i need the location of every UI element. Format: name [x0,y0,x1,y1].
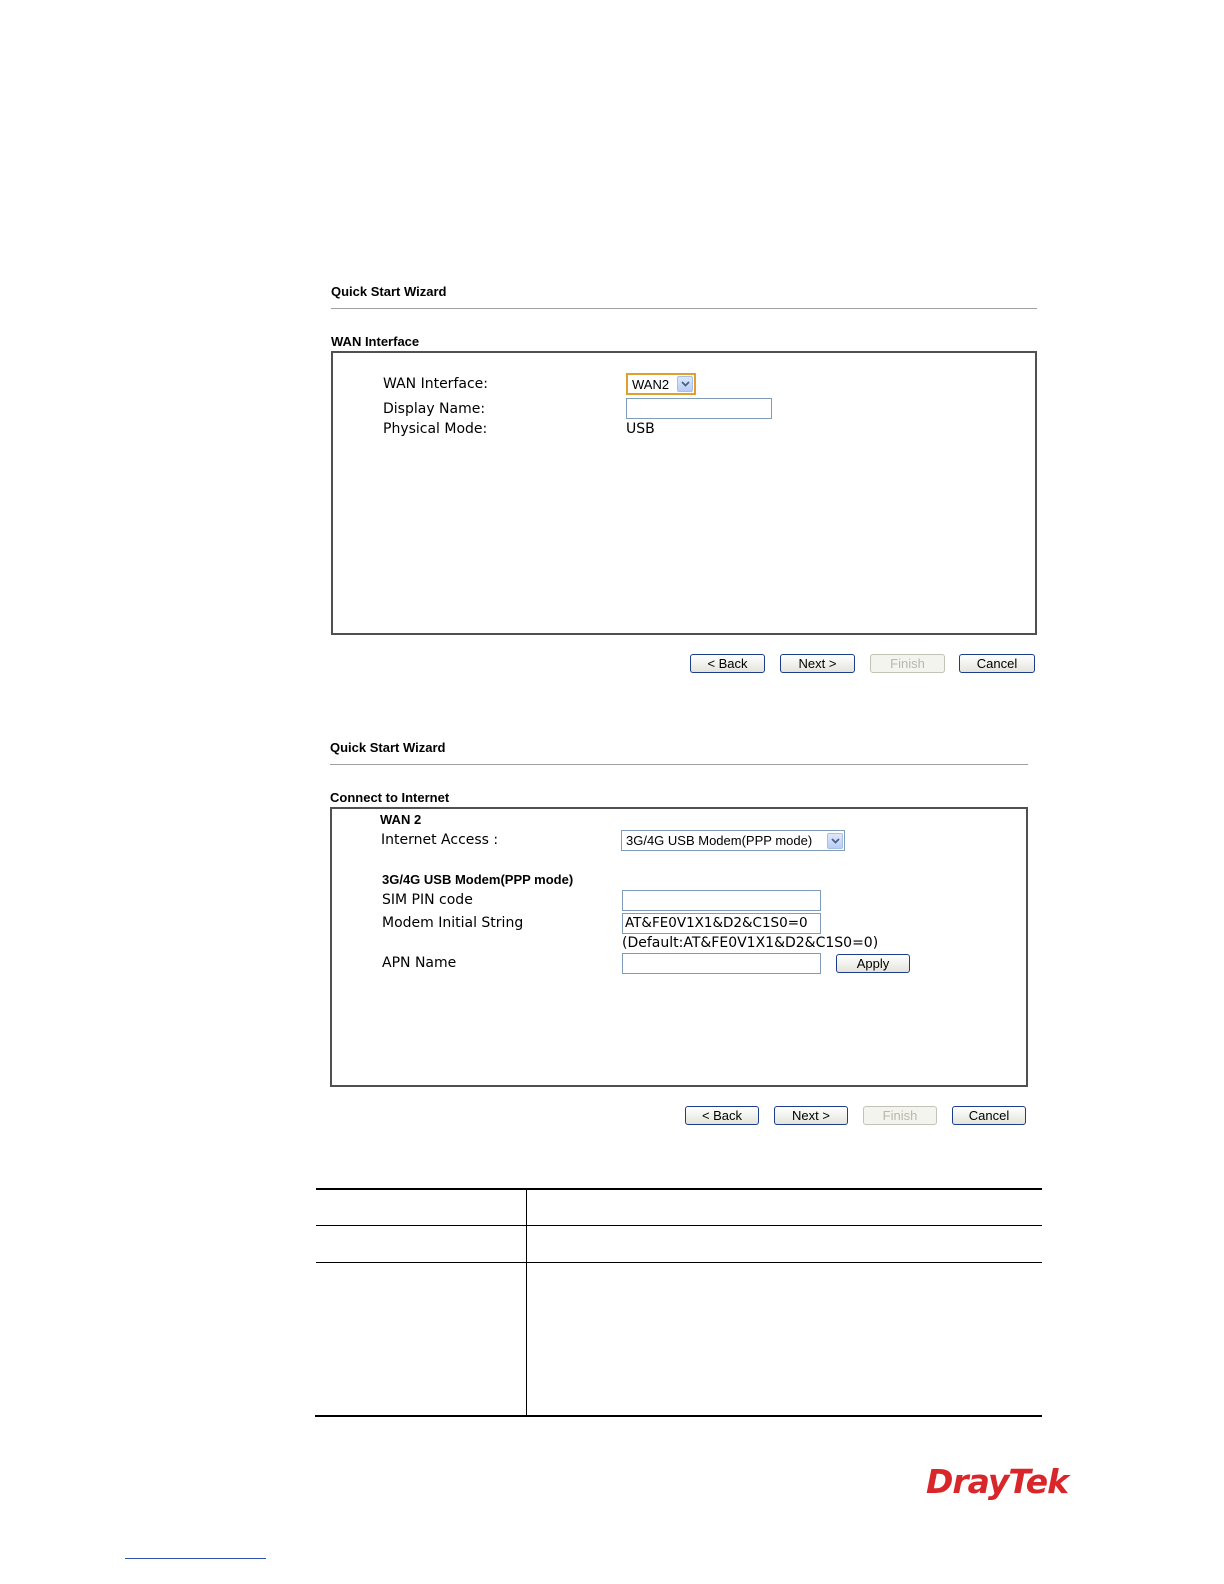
physical-mode-value: USB [626,421,655,437]
next-button[interactable]: Next > [780,654,855,673]
display-name-input[interactable] [626,398,772,419]
apn-name-label: APN Name [382,955,457,971]
ppp-mode-heading: 3G/4G USB Modem(PPP mode) [382,872,574,887]
wizard2-section-title: Connect to Internet [330,790,450,805]
internet-access-label: Internet Access : [381,832,499,848]
wan-interface-value: WAN2 [632,376,670,392]
next-button[interactable]: Next > [774,1106,848,1125]
wizard2-divider [330,764,1028,765]
table-row-divider [316,1225,1042,1226]
wizard1-section-title: WAN Interface [331,334,420,349]
draytek-logo: DrayTek [926,1462,1069,1501]
wizard1-title: Quick Start Wizard [331,284,447,299]
display-name-label: Display Name: [383,401,486,417]
footer-rule [125,1558,266,1559]
modem-initial-string-label: Modem Initial String [382,915,524,931]
wan2-label: WAN 2 [380,812,422,827]
table-row-divider [316,1262,1042,1263]
back-button[interactable]: < Back [690,654,765,673]
modem-initial-string-input[interactable]: AT&FE0V1X1&D2&C1S0=0 [622,913,821,934]
chevron-down-icon[interactable] [827,833,843,849]
table-bottom-border [315,1415,1042,1417]
finish-button[interactable]: Finish [870,654,945,673]
apn-name-input[interactable] [622,953,821,974]
sim-pin-input[interactable] [622,890,821,911]
back-button[interactable]: < Back [685,1106,759,1125]
physical-mode-label: Physical Mode: [383,421,488,437]
table-top-border [316,1188,1042,1190]
modem-initial-string-default: (Default:AT&FE0V1X1&D2&C1S0=0) [622,935,879,951]
wan-interface-select[interactable] [626,373,696,395]
internet-access-select[interactable] [621,830,845,851]
wizard2-title: Quick Start Wizard [330,740,446,755]
apply-button[interactable]: Apply [836,954,910,973]
internet-access-value: 3G/4G USB Modem(PPP mode) [626,833,813,848]
sim-pin-label: SIM PIN code [382,892,473,908]
cancel-button[interactable]: Cancel [959,654,1035,673]
chevron-down-icon[interactable] [677,376,693,392]
table-column-divider [526,1188,527,1417]
cancel-button[interactable]: Cancel [952,1106,1026,1125]
finish-button[interactable]: Finish [863,1106,937,1125]
wizard1-divider [331,308,1037,309]
wan-interface-label: WAN Interface: [383,376,488,392]
